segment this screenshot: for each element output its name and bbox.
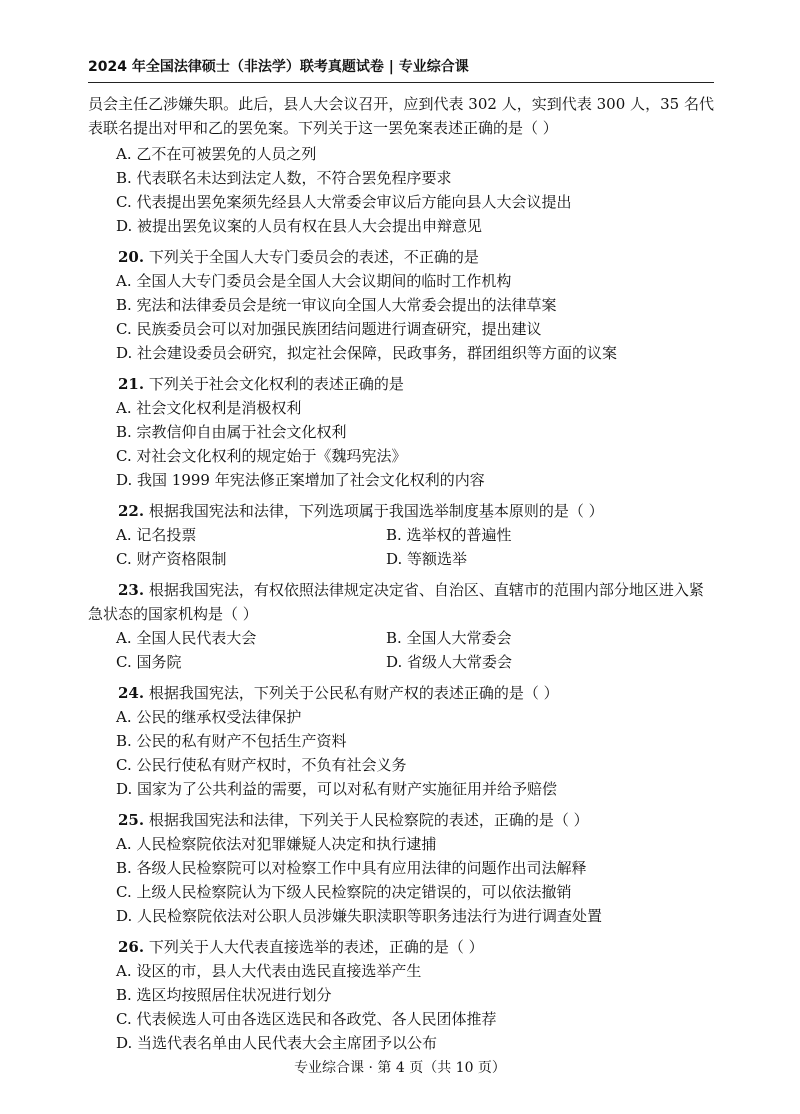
q23-option-a: A. 全国人民代表大会 [116,629,257,647]
question-stem [88,935,714,959]
question-number: 23. [118,581,145,599]
q19-option-d: D. 被提出罢免议案的人员有权在县人大会提出申辩意见 [116,217,483,235]
q25-option-c: C. 上级人民检察院认为下级人民检察院的决定错误的，可以依法撤销 [116,883,572,901]
question-number: 24. [118,684,145,702]
question-number: 20. [118,248,145,266]
q21-option-b: B. 宗教信仰自由属于社会文化权利 [116,423,347,441]
q25-option-b: B. 各级人民检察院可以对检察工作中具有应用法律的问题作出司法解释 [116,859,587,877]
question-22 [88,499,714,571]
q23-option-d: D. 省级人大常委会 [386,653,513,671]
q26-option-b: B. 选区均按照居住状况进行划分 [116,986,332,1004]
question-number: 22. [118,502,145,520]
q20-option-b: B. 宪法和法律委员会是统一审议向全国人大常委会提出的法律草案 [116,296,557,314]
question-stem [88,578,714,626]
question-stem [88,808,714,832]
question-20 [88,245,714,365]
q24-option-b: B. 公民的私有财产不包括生产资料 [116,732,347,750]
q21-option-d: D. 我国 1999 年宪法修正案增加了社会文化权利的内容 [116,471,485,489]
question-stem [88,245,714,269]
page-footer: 专业综合课 · 第 4 页（共 10 页） [294,1060,506,1076]
question-number: 25. [118,811,145,829]
q22-option-b: B. 选举权的普遍性 [386,526,512,544]
q24-option-c: C. 公民行使私有财产权时，不负有社会义务 [116,756,407,774]
q25-option-d: D. 人民检察院依法对公职人员涉嫌失职渎职等职务违法行为进行调查处置 [116,907,603,925]
question-stem [88,499,714,523]
question-text: 下列关于全国人大专门委员会的表述，不正确的是 [148,248,479,266]
question-text: 下列关于社会文化权利的表述正确的是 [148,375,404,393]
question-19-continued [88,92,714,238]
question-stem [88,681,714,705]
q22-options [116,523,714,571]
question-21 [88,372,714,492]
question-24 [88,681,714,801]
q19-option-a: A. 乙不在可被罢免的人员之列 [116,145,317,163]
q20-option-c: C. 民族委员会可以对加强民族团结问题进行调查研究，提出建议 [116,320,542,338]
question-number: 21. [118,375,145,393]
question-text: 根据我国宪法和法律，下列选项属于我国选举制度基本原则的是（ ） [148,502,604,520]
q26-option-c: C. 代表候选人可由各选区选民和各政党、各人民团体推荐 [116,1010,497,1028]
q20-option-d: D. 社会建设委员会研究，拟定社会保障，民政事务，群团组织等方面的议案 [116,344,618,362]
question-text: 根据我国宪法，下列关于公民私有财产权的表述正确的是（ ） [148,684,559,702]
header-rule [88,82,714,83]
q19-option-c: C. 代表提出罢免案须先经县人大常委会审议后方能向县人大会议提出 [116,193,572,211]
question-23 [88,578,714,674]
q24-option-d: D. 国家为了公共利益的需要，可以对私有财产实施征用并给予赔偿 [116,780,558,798]
question-text: 下列关于人大代表直接选举的表述，正确的是（ ） [148,938,484,956]
q23-options [116,626,714,674]
q21-option-a: A. 社会文化权利是消极权利 [116,399,302,417]
q23-option-b: B. 全国人大常委会 [386,629,512,647]
q23-option-c: C. 国务院 [116,653,182,671]
q26-option-a: A. 设区的市，县人大代表由选民直接选举产生 [116,962,422,980]
question-text: 根据我国宪法，有权依照法律规定决定省、自治区、直辖市的范围内部分地区进入紧急状态的国家机构是（ ） [88,581,704,623]
q22-option-c: C. 财产资格限制 [116,550,227,568]
q21-option-c: C. 对社会文化权利的规定始于《魏玛宪法》 [116,447,407,465]
q20-option-a: A. 全国人大专门委员会是全国人大会议期间的临时工作机构 [116,272,512,290]
question-stem [88,372,714,396]
question-number: 26. [118,938,145,956]
q26-option-d: D. 当选代表名单由人民代表大会主席团予以公布 [116,1034,438,1052]
q24-option-a: A. 公民的继承权受法律保护 [116,708,302,726]
page-header: 2024 年全国法律硕士（非法学）联考真题试卷 | 专业综合课 [88,59,469,75]
question-26 [88,935,714,1055]
q19-option-b: B. 代表联名未达到法定人数，不符合罢免程序要求 [116,169,452,187]
q22-option-d: D. 等额选举 [386,550,468,568]
question-19-stem-continued: 员会主任乙涉嫌失职。此后，县人大会议召开，应到代表 302 人，实到代表 300 人，35 名代表联名提出对甲和乙的罢免案。下列关于这一罢免案表述正确的是（ ） [88,95,714,137]
page-content [88,92,714,1055]
question-text: 根据我国宪法和法律，下列关于人民检察院的表述，正确的是（ ） [148,811,589,829]
q25-option-a: A. 人民检察院依法对犯罪嫌疑人决定和执行逮捕 [116,835,437,853]
q22-option-a: A. 记名投票 [116,526,197,544]
question-25 [88,808,714,928]
